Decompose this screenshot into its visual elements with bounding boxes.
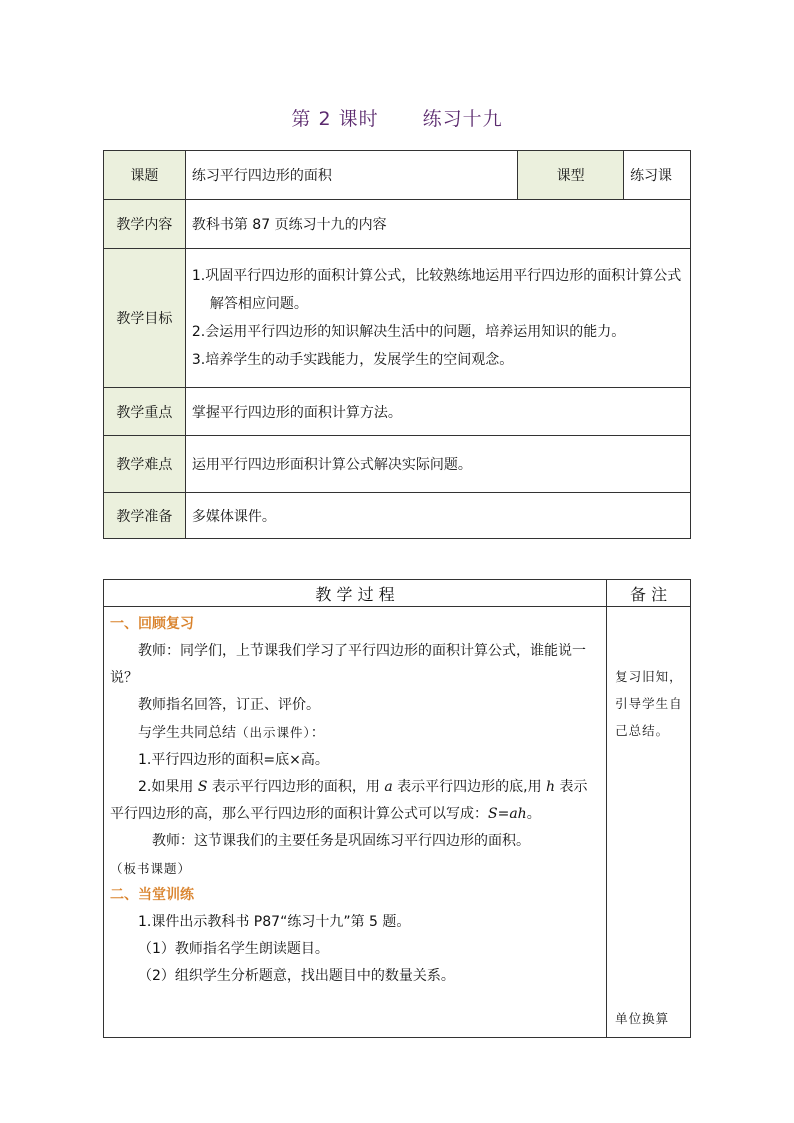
topic-label: 课题 xyxy=(104,151,186,200)
paragraph: 与学生共同总结（出示课件）： xyxy=(138,725,325,741)
content-value: 教科书第 87 页练习十九的内容 xyxy=(185,200,690,249)
paragraph: 1.平行四边形的面积=底×高。 xyxy=(138,752,329,768)
paragraph: 教师：同学们，上节课我们学习了平行四边形的面积计算公式，谁能说一说？ xyxy=(110,643,586,686)
notes-header: 备 注 xyxy=(607,580,691,607)
notes-column xyxy=(607,607,691,1038)
difficulty-value: 运用平行四边形面积计算公式解决实际问题。 xyxy=(185,436,690,493)
lesson-info-table xyxy=(103,150,691,539)
type-label: 课型 xyxy=(518,151,624,200)
goal-item: 1.巩固平行四边形的面积计算公式，比较熟练地运用平行四边形的面积计算公式解答相应问题。 xyxy=(191,268,682,312)
section-practice-heading: 二、当堂训练 xyxy=(110,887,194,903)
paragraph: （1）教师指名学生朗读题目。 xyxy=(138,941,329,957)
type-value: 练习课 xyxy=(624,151,691,200)
formula-paragraph: 2.如果用 S 表示平行四边形的面积，用 a 表示平行四边形的底,用 h 表示平行四边形的高，那么平行四边形的面积计算公式可以写成：S=ah。 xyxy=(110,779,588,822)
key-point-value: 掌握平行四边形的面积计算方法。 xyxy=(185,388,690,436)
paragraph: 1.课件出示教科书 P87“练习十九”第 5 题。 xyxy=(138,914,411,930)
page-title xyxy=(0,104,794,131)
lesson-topic: 练习十九 xyxy=(422,108,503,130)
section-review-heading: 一、回顾复习 xyxy=(110,616,194,632)
goal-item: 3.培养学生的动手实践能力，发展学生的空间观念。 xyxy=(191,352,514,368)
goals-label: 教学目标 xyxy=(104,249,186,388)
note-review: 复习旧知，引导学生自己总结。 xyxy=(615,669,683,738)
goals-list xyxy=(185,249,690,388)
paragraph: 教师：这节课我们的主要任务是巩固练习平行四边形的面积。 xyxy=(152,833,530,849)
paragraph: （2）组织学生分析题意，找出题目中的数量关系。 xyxy=(138,968,455,984)
prep-value: 多媒体课件。 xyxy=(185,493,690,539)
key-point-label: 教学重点 xyxy=(104,388,186,436)
process-body xyxy=(104,607,607,1038)
note-unit-conversion: 单位换算 xyxy=(615,1011,670,1026)
goal-item: 2.会运用平行四边形的知识解决生活中的问题，培养运用知识的能力。 xyxy=(191,324,626,340)
topic-value: 练习平行四边形的面积 xyxy=(185,151,517,200)
content-label: 教学内容 xyxy=(104,200,186,249)
prep-label: 教学准备 xyxy=(104,493,186,539)
process-header: 教 学 过 程 xyxy=(104,580,607,607)
lesson-number: 第 2 课时 xyxy=(291,108,379,130)
teaching-process-table xyxy=(103,579,691,1038)
paragraph: 教师指名回答，订正、评价。 xyxy=(138,697,320,713)
area-formula: S=ah xyxy=(488,806,527,822)
difficulty-label: 教学难点 xyxy=(104,436,186,493)
board-note: （板书课题） xyxy=(110,861,192,876)
